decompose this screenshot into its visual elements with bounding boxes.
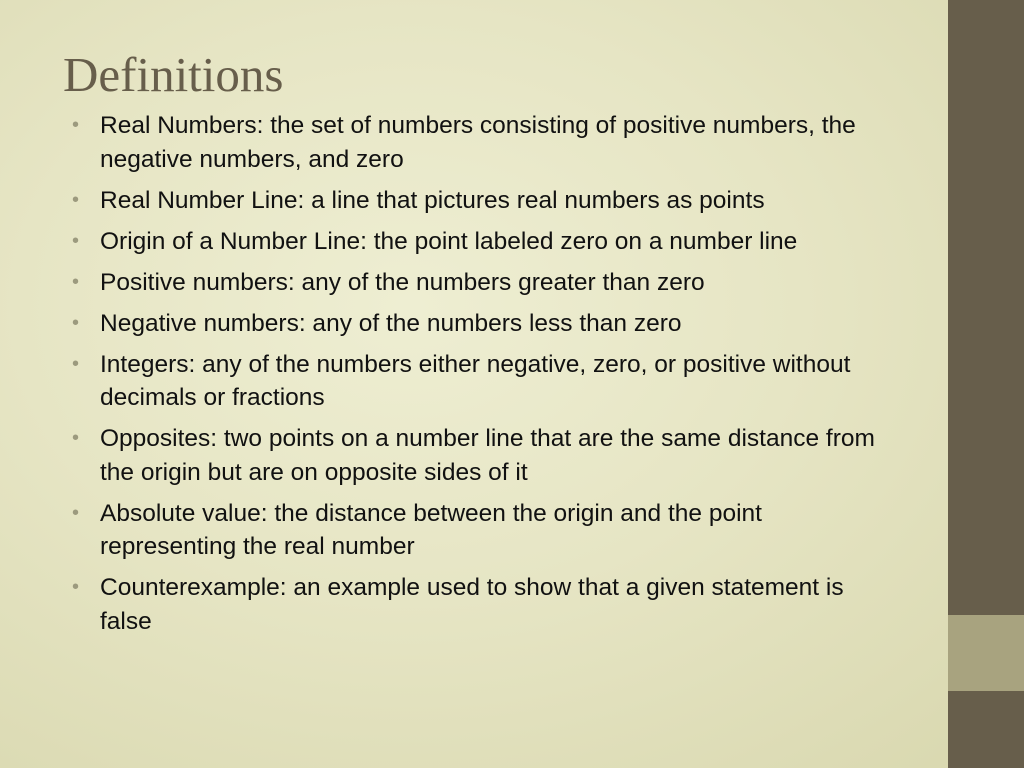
bullet-icon: • [72, 352, 80, 375]
list-item [72, 348, 902, 415]
list-item [72, 266, 902, 300]
decorative-sidebar-accent [948, 615, 1024, 691]
bullet-icon: • [72, 576, 80, 598]
bullet-icon: • [72, 114, 80, 136]
list-item [72, 307, 902, 341]
list-item-text: Integers: any of the numbers either negative, zero, or positive without decimals or fractions [100, 350, 851, 411]
list-item-text: Origin of a Number Line: the point labeled zero on a number line [100, 227, 798, 255]
list-item [72, 571, 902, 638]
list-item-text: Counterexample: an example used to show that a given statement is false [100, 574, 844, 635]
list-item [72, 497, 902, 564]
definitions-list [72, 109, 902, 646]
list-item-text: Real Number Line: a line that pictures real numbers as points [100, 186, 765, 214]
list-item-text: Real Numbers: the set of numbers consisting of positive numbers, the negative numbers, and zero [100, 112, 856, 173]
list-item-text: Negative numbers: any of the numbers less than zero [100, 309, 682, 337]
bullet-icon: • [72, 270, 80, 293]
list-item-text: Absolute value: the distance between the origin and the point representing the real number [100, 499, 762, 560]
bullet-icon: • [72, 427, 80, 449]
list-item [72, 422, 902, 489]
slide-title: Definitions [63, 47, 284, 102]
list-item [72, 225, 902, 259]
list-item-text: Opposites: two points on a number line that are the same distance from the origin but are on opposite sides of it [100, 425, 875, 486]
list-item-text: Positive numbers: any of the numbers greater than zero [100, 268, 705, 296]
bullet-icon: • [72, 188, 80, 211]
list-item [72, 184, 902, 218]
bullet-icon: • [72, 229, 80, 252]
bullet-icon: • [72, 311, 80, 334]
list-item [72, 109, 902, 176]
bullet-icon: • [72, 501, 80, 524]
